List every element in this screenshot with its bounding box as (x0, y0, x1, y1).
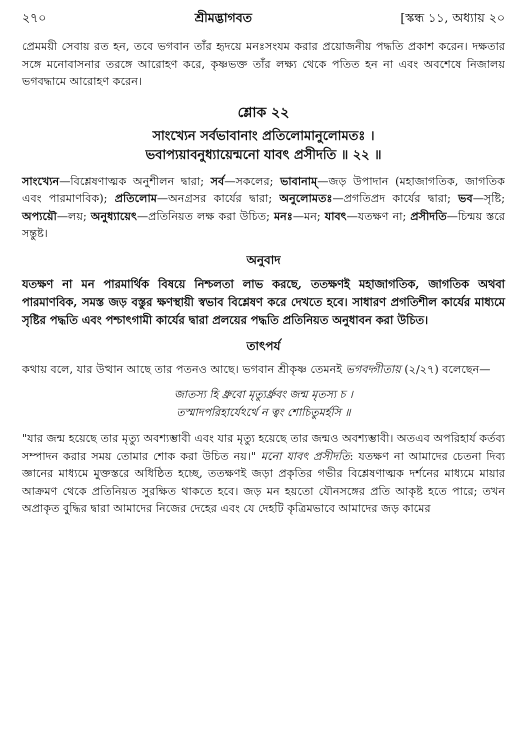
synonym-word: অপ্যয়ৌ (22, 208, 57, 223)
sanskrit-quote (22, 386, 505, 422)
verse-title: শ্লোক ২২ (237, 104, 290, 121)
synonym-word: ভাবানাম্ (280, 173, 318, 188)
synonym-word: প্রসীদতি (410, 208, 447, 223)
page-header (22, 10, 505, 30)
synonym-meaning: —যতক্ষণ না; (346, 209, 411, 223)
synonym-word: অনুলোমতঃ (279, 191, 333, 205)
synonym-word: প্রতিলোম (114, 191, 157, 205)
page-number: ২৭০ (22, 10, 47, 25)
translation-text: যতক্ষণ না মন পারমার্থিক বিষয়ে নিশ্চলতা লাভ করছে, ততক্ষণই মহাজাগতিক, জাগতিক অথবা পারমাণবিক, সমস্ত জড় বস্তুর ক্ষণস্থায়ী স্বভাব বিশ্লেষণ করে দেখতে হবে। সাধারণ প্রগতিশীল কার্যের মাধ্যমে সৃষ্টির পদ্ধতি এবং পশ্চাৎগামী কার্যের দ্বারা প্রলয়ের পদ্ধতি প্রতিনিয়ত অনুধাবন করা উচিত। (22, 276, 505, 327)
synonym-word: যাবৎ (324, 208, 347, 223)
purport-heading: তাৎপর্য (246, 338, 281, 353)
purport-text: "যার জন্ম হয়েছে তার মৃত্যু অবশ্যম্ভাবী এবং যার মৃত্যু হয়েছে তার জন্মও অবশ্যম্ভাবী। অতএব অপরিহার্য কর্তব্য সম্পাদন করার সময় তোমার শোক করা উচিত নয়।" (22, 432, 505, 463)
purport-text: কথায় বলে, যার উত্থান আছে তার পতনও আছে। ভগবান শ্রীকৃষ্ণ তেমনই (22, 362, 346, 376)
synonym-word: ভব (458, 191, 473, 205)
purport-paragraph-1 (22, 361, 505, 379)
synonym-meaning: —অনগ্রসর কার্যের দ্বারা; (156, 192, 280, 205)
synonym-meaning: —বিশ্লেষণাত্মক অনুশীলন দ্বারা; (59, 174, 211, 188)
synonym-word: অনুধ্যায়েৎ (90, 208, 137, 223)
synonym-word: মনঃ (273, 208, 293, 223)
verse-line-1: সাংখ্যেন সর্বভাবানাং প্রতিলোমানুলোমতঃ । (152, 128, 375, 144)
chapter-reference: [স্কন্ধ ১১, অধ্যায় ২০ (400, 10, 505, 25)
purport-text: : যতক্ষণ না আমাদের চেতনা দিব্য জ্ঞানের মাধ্যমে মুক্তস্তরে অধিষ্ঠিত হচ্ছে, ততক্ষণই জড়া প্রকৃতির গভীর বিশ্লেষণাত্মক দর্শনের মাধ্যমে মায়ার আক্রমণ থেকে প্রতিনিয়ত সুরক্ষিত থাকতে হবে। জড় মন হয়তো যৌনসঙ্গের প্রতি আকৃষ্ট হতে পারে; তখন অপ্রাকৃত বুদ্ধির দ্বারা আমাদের নিজের দেহের এবং যে দেহটি কৃত্রিমভাবে আমাদের জড় কামের (22, 449, 505, 515)
verse-line-2: ভবাপ্যয়াবনুধ্যায়েন্মনো যাবৎ প্রসীদতি ॥ ২২ ॥ (145, 147, 382, 163)
synonym-meaning: —প্রগতিপ্রদ কার্যের দ্বারা; (332, 192, 459, 205)
verse-quote-inline: মনো যাবৎ প্রসীদতি (260, 449, 350, 463)
book-reference: ভগবদ্গীতায় (345, 362, 401, 376)
synonym-word: সর্ব (210, 173, 225, 188)
synonym-meaning: —লয়; (56, 209, 91, 223)
synonym-meaning: —সৃষ্টি; (472, 192, 505, 205)
synonym-meaning: —সকলের; (224, 174, 281, 188)
synonym-meaning: —মন; (292, 209, 325, 223)
synonym-meaning: —জড় উপাদান (মহাজাগতিক, জাগতিক এবং পারমাণবিক); (22, 174, 505, 205)
quote-line-1: জাতস্য হি ধ্রুবো মৃত্যুর্ধ্রুবং জন্ম মৃতস্য চ । (174, 388, 353, 401)
book-title: শ্রীমদ্ভাগবত (194, 10, 253, 25)
purport-paragraph-2 (22, 430, 505, 518)
word-for-word-synonyms (22, 173, 505, 243)
intro-paragraph: প্রেমময়ী সেবায় রত হন, তবে ভগবান তাঁর হৃদয়ে মনঃসংযম করার প্রয়োজনীয় পদ্ধতি প্রকাশ করেন। দক্ষতার সঙ্গে মনোবাসনার তরঙ্গে আরোহণ করে, কৃষ্ণভক্ত তাঁর লক্ষ্য থেকে পতিত হন না এবং অবশেষে নিজালয় ভগবদ্ধামে আরোহণ করেন। (22, 40, 505, 88)
purport-text: (২/২৭) বলেছেন— (400, 362, 491, 376)
translation-heading: অনুবাদ (246, 252, 281, 267)
quote-line-2: তস্মাদপরিহার্যেঽর্থে ন ত্বং শোচিতুমর্হসি ॥ (176, 406, 351, 419)
synonym-word: সাংখ্যেন (22, 173, 60, 188)
synonym-meaning: —প্রতিনিয়ত লক্ষ করা উচিত; (136, 209, 274, 223)
synonym-meaning: —চিন্ময় স্তরে সন্তুষ্ট। (22, 209, 505, 240)
